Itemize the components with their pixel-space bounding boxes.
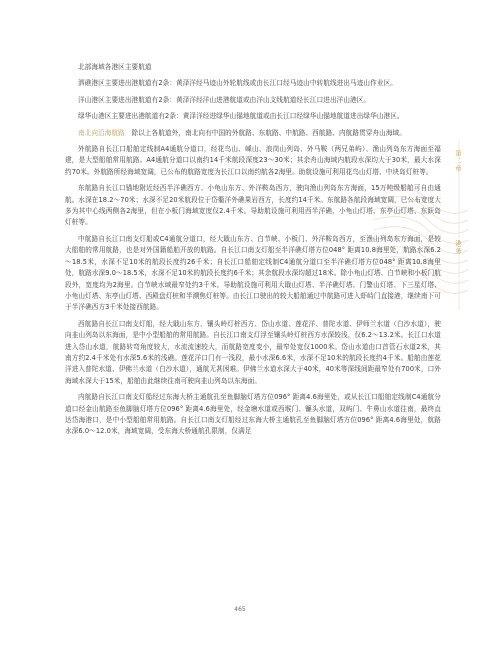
paragraph: 泗礁港区主要进出港航道有2条：黄泽洋经马迹山外轮航线或由长江口经马迹山中转航线进出马迹山作业区。 — [78, 79, 397, 88]
chapter-label: 第二章 — [454, 150, 462, 173]
route-heading-highlight: 南北向沿海航路 — [78, 128, 125, 137]
paragraph: 中航路自长江口南支灯船或C4通航分道口，经大戢山东方、白节峡、小板门、外洋鞍岛西方，至渔山列岛东方海面，是较大船舶的常用航路，也是对外国籍船舶开放的航路。自长江口南支灯船至半洋礁灯塔方位048° 距离10.8海里处，航路水深6.2～18.5米，水深不足10米的航段长度约26千米；自长江口船舶定线制C4通航分道口至半洋礁灯塔方位048° 距离10.8海里处，航路水深9.0～18.5米，水深不足10米的航段长度约6千米；其余航段水深均超过18米。除小龟山灯塔、白节峡和小板门航段外，宽度均为2海里。白节峡水域最窄处约3千米。导助航设施可利用大戢山灯塔、半洋礁灯塔、门警山灯塔、下三星灯塔、小龟山灯塔、东亭山灯塔、西殿盘灯桩和半溯焦灯桩等。由长江口驶出的较大船舶通过中航路可进入虾峙门直接港，继续南下可于半洋礁西方3千米处接西航路。 — [65, 234, 441, 312]
route-heading-text: 除以上各航道外，南北向有中国的外航路、东航路、中航路、西航路、内航路贯穿舟山海域。 — [131, 128, 406, 137]
paragraph: 西航路自长江口南支灯船，经大戢山东方、镶头岭灯桩西方、岱山水道、莲花洋、普陀水道、伊师兰水道（白沙水道），驶向韭山列岛以东海面，是中小型船舶的常用航路。自长江口南支灯浮至镶头岭灯桩西方水深较浅，仅6.2～13.2米。长江口水道进入岱山水道，航路转弯角度较大，水流流速较大，而航路宽度变小，最窄处宽仅1000米。岱山水道由口首管石水道2米，其南方约2.4千米处有水深5.6米的浅礁。莲花洋口门有一浅段，最小水深6.6米，水深不足10米的航段长度约4千米。船舶由莲花洋进入普陀水道、伊佛兰水道（白沙水道），通航无甚困难。伊佛兰水道水深大于40米，40米等深线间距最窄处有700米，口外海域水深大于15米，船舶由此继续往南可驶向韭山列岛以东海面。 — [65, 319, 441, 385]
paragraph: 外航路自长江口船舶定线制A4通航分道口，经花鸟山、嵊山、浪岗山列岛、外马鞍（两兄弟屿）、渔山列岛东方海面至福建，是大型船舶常用航路。A4通航分道口以南约14千米航段深度23～30米；其余舟山海域内航段水深均大于30米，最大水深约70米。外航路所经海域宽阔，已公布的航路宽度为长江口以南约航各2海里。助航设施可利用花鸟山灯塔、中块岛灯桩等。 — [65, 145, 441, 176]
paragraph: 东航路自长江口锚地附近经西半洋礁西方、小龟山东方、外洋鞍岛西方，驶向渔山列岛东方海面，15万吨级船舶可自由通航。水深在18.2～70米；水深不足20米航段位于岱衢洋外礁果岩西方，长度约14千米。东航路各航段海域宽阔，已公布宽度大多为其中心线两侧各2海里，但在小板门海域宽度仅2.4千米。导助航设施可利用西半洋礁、小龟山灯塔、东亭山灯塔、东跃岛灯桩等。 — [65, 184, 441, 227]
section-label: 港务 — [454, 240, 462, 255]
paragraph: 绿华山港区主要进出港航道有2条：黄泽洋经进绿华山锚地航道或由长江口经绿华山锚地航道进出绿华山港区。 — [78, 112, 404, 121]
main-text — [65, 62, 441, 443]
route-heading — [65, 128, 441, 139]
paragraph: 内航路自长江口南支灯船经过东海大桥主通航孔至鱼脚脑灯塔方位096° 距离4.6海里处，或从长江口船舶定线制C4通航分道口经金山航路至鱼脚脑灯塔方位096° 距离4.6海里处，经金塘水道或西堠门、镰头水道，双屿门、牛鼻山水道往南，最终直达岱海港口，是中小型船舶常用航路。自长江口南支灯船经过东海大桥主通航孔至鱼脚脑灯塔方位096° 距离4.6海里处，航路水深6.0～12.0米，海域宽阔，受东海大桥通航孔限制，仅满足 — [65, 393, 441, 436]
page-number: 465 — [234, 606, 246, 613]
section-title: 北部海域各港区主要航道 — [78, 63, 152, 71]
paragraph: 洋山港区主要进出港航道有2条：黄泽洋经洋山进港航道或由洋山支线航道经长江口进出洋山港区。 — [78, 95, 371, 104]
